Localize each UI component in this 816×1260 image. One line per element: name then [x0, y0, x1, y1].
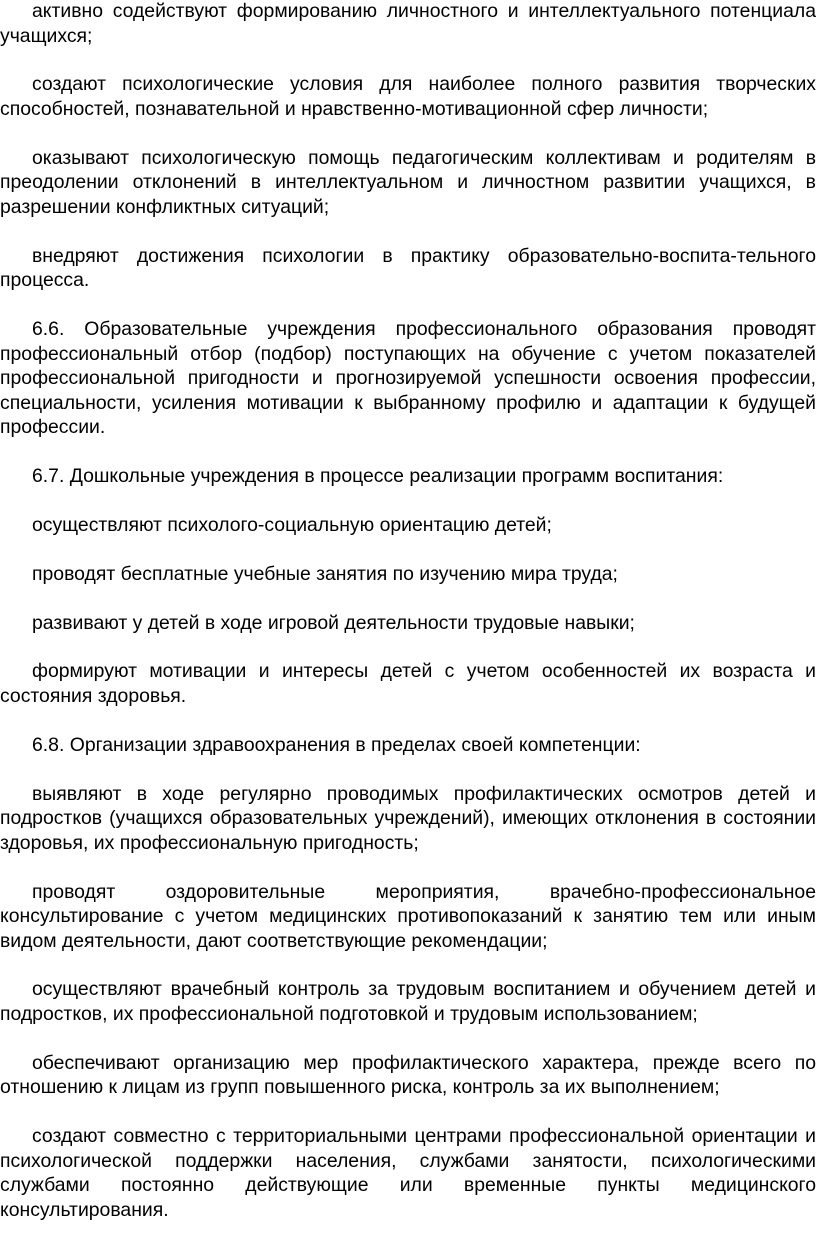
paragraph-14: осуществляют врачебный контроль за трудовым воспитанием и обучением детей и подростков, их профессиональной подготовкой и трудовым использованием; — [0, 978, 816, 1026]
paragraph-3: оказывают психологическую помощь педагогическим коллективам и родителям в преодолении отклонений в интеллектуальном и личностном развитии учащихся, в разрешении конфликтных ситуаций; — [0, 146, 816, 218]
paragraph-15: обеспечивают организацию мер профилактического характера, прежде всего по отношению к лицам из групп повышенного риска, контроль за их выполнением; — [0, 1051, 816, 1099]
paragraph-4: внедряют достижения психологии в практику образовательно-воспита-тельного процесса. — [0, 244, 816, 292]
paragraph-16: создают совместно с территориальными центрами профессиональной ориентации и психологической поддержки населения, службами занятости, психологическими службами постоянно действующие или временные пункты медицинского консультирования. — [0, 1125, 816, 1221]
paragraph-13: проводят оздоровительные мероприятия, врачебно-профессиональное консультирование с учетом медицинских противопоказаний к занятию тем или иным видом деятельности, дают соответствующие рекомендации; — [0, 880, 816, 952]
paragraph-7: осуществляют психолого-социальную ориентацию детей; — [32, 514, 552, 537]
paragraph-12: выявляют в ходе регулярно проводимых профилактических осмотров детей и подростков (учащихся образовательных учреждений), имеющих отклонения в состоянии здоровья, их профессиональную пригодность; — [0, 782, 816, 854]
paragraph-6: 6.7. Дошкольные учреждения в процессе реализации программ воспитания: — [32, 465, 724, 488]
paragraph-10: формируют мотивации и интересы детей с учетом особенностей их возраста и состояния здоровья. — [0, 660, 816, 707]
paragraph-8: проводят бесплатные учебные занятия по изучению мира труда; — [32, 562, 618, 585]
paragraph-1: активно содействуют формированию личностного и интеллектуального потенциала учащихся; — [0, 0, 816, 47]
paragraph-11: 6.8. Организации здравоохранения в пределах своей компетенции: — [32, 733, 641, 756]
paragraph-2: создают психологические условия для наиболее полного развития творческих способностей, познавательной и нравственно-мотивационной сфер личности; — [0, 73, 816, 120]
paragraph-5: 6.6. Образовательные учреждения профессионального образования проводят профессиональный отбор (подбор) поступающих на обучение с учетом показателей профессиональной пригодности и прогнозируемой успешности освоения профессии, специальности, усиления мотивации к выбранному профилю и адаптации к будущей профессии. — [0, 318, 816, 439]
paragraph-9: развивают у детей в ходе игровой деятельности трудовые навыки; — [32, 611, 635, 634]
